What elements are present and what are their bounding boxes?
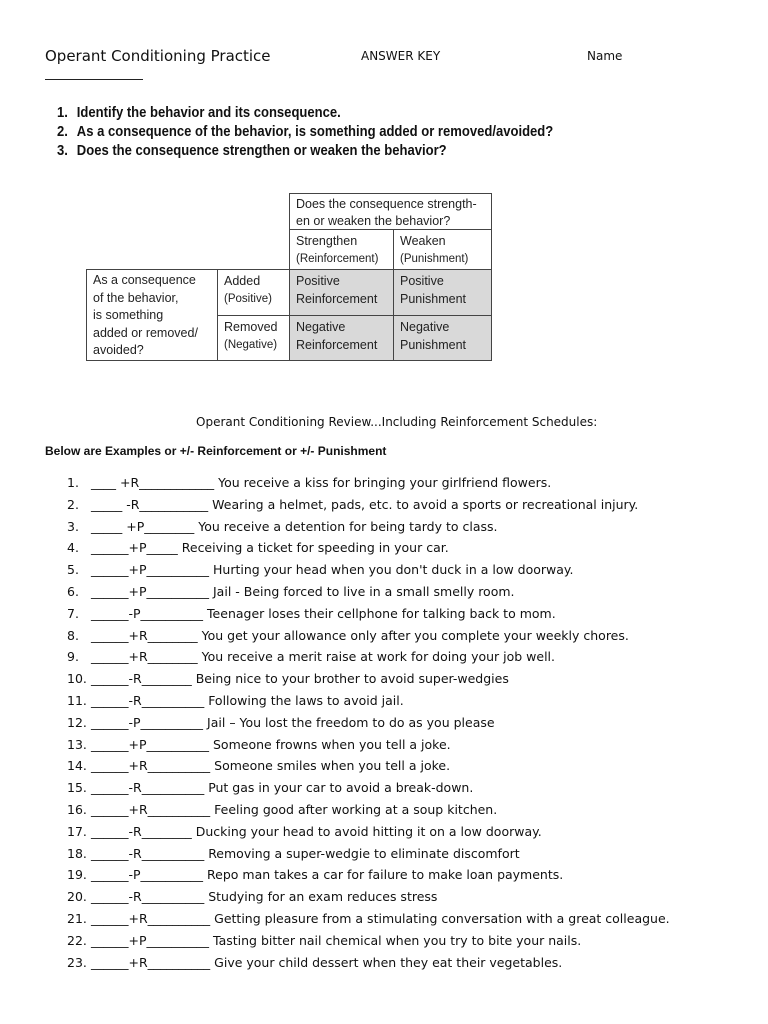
- item-text: Removing a super-wedgie to eliminate discomfort: [208, 845, 520, 861]
- item-number: 10.: [67, 671, 87, 687]
- list-item: [67, 777, 670, 799]
- item-number: 2.: [67, 496, 79, 512]
- item-number: 15.: [67, 780, 87, 796]
- item-number: 3.: [67, 518, 79, 534]
- item-text: Hurting your head when you don't duck in a low doorway.: [213, 562, 574, 578]
- item-number: 7.: [67, 605, 79, 621]
- matrix-side-header: As a consequence of the behavior, is something added or removed/ avoided?: [86, 269, 218, 361]
- item-text: Studying for an exam reduces stress: [208, 889, 438, 905]
- added-positive-label: Added (Positive): [217, 269, 290, 316]
- list-item: [67, 559, 670, 581]
- removed-negative-label: Removed (Negative): [217, 315, 290, 361]
- list-item: [67, 690, 670, 712]
- item-number: 1.: [67, 475, 79, 490]
- item-text: Put gas in your car to avoid a break-down.: [208, 780, 474, 796]
- item-text: Wearing a helmet, pads, etc. to avoid a sports or recreational injury.: [212, 496, 639, 512]
- item-text: You receive a merit raise at work for doing your job well.: [201, 649, 556, 665]
- item-answer: ______-R__________: [91, 845, 205, 861]
- list-item: [67, 712, 670, 734]
- item-answer: ______-R__________: [91, 889, 205, 905]
- item-text: Teenager loses their cellphone for talking back to mom.: [207, 605, 556, 621]
- list-item: [67, 843, 670, 865]
- name-label: Name: [587, 49, 623, 63]
- item-number: 20.: [67, 889, 87, 905]
- item-text: Receiving a ticket for speeding in your car.: [181, 540, 449, 556]
- name-blank-line: [45, 69, 143, 80]
- item-number: 6.: [67, 583, 79, 599]
- negative-punishment-cell: Negative Punishment: [393, 315, 492, 361]
- item-text: Repo man takes a car for failure to make loan payments.: [207, 867, 564, 883]
- item-answer: ______+R__________: [91, 758, 211, 774]
- instruction-item: 1. Identify the behavior and its consequence.: [57, 105, 341, 121]
- item-answer: ______+R________: [91, 627, 198, 643]
- item-number: 12.: [67, 714, 87, 730]
- answer-key-label: ANSWER KEY: [361, 49, 441, 63]
- list-item: [67, 930, 670, 952]
- item-answer: ______+R__________: [91, 954, 211, 970]
- item-text: You receive a kiss for bringing your girlfriend flowers.: [218, 475, 552, 490]
- item-text: You receive a detention for being tardy to class.: [198, 518, 498, 534]
- matrix-top-header: Does the consequence strength- en or weaken the behavior?: [289, 193, 492, 230]
- review-heading: Operant Conditioning Review...Including Reinforcement Schedules:: [196, 415, 598, 429]
- item-number: 23.: [67, 954, 87, 970]
- list-item: [67, 537, 670, 559]
- strengthen-header: Strengthen (Reinforcement): [289, 229, 394, 270]
- list-item: [67, 886, 670, 908]
- item-answer: _____ +P________: [91, 518, 195, 534]
- instructions-list: [57, 104, 553, 161]
- item-answer: ______+P__________: [91, 583, 210, 599]
- item-answer: ______+P_____: [91, 540, 178, 556]
- item-answer: ______-R__________: [91, 692, 205, 708]
- item-text: Jail – You lost the freedom to do as you please: [207, 714, 495, 730]
- item-number: 9.: [67, 649, 79, 665]
- instruction-item: 2. As a consequence of the behavior, is something added or removed/avoided?: [57, 124, 554, 140]
- list-item: [67, 799, 670, 821]
- list-item: [67, 734, 670, 756]
- item-text: Someone frowns when you tell a joke.: [213, 736, 451, 752]
- item-answer: _____ -R___________: [91, 496, 209, 512]
- page-title: Operant Conditioning Practice: [45, 47, 271, 65]
- item-text: Give your child dessert when they eat their vegetables.: [214, 954, 563, 970]
- instruction-item: 3. Does the consequence strengthen or weaken the behavior?: [57, 143, 447, 159]
- item-text: Jail - Being forced to live in a small smelly room.: [213, 583, 515, 599]
- list-item: [67, 755, 670, 777]
- item-number: 19.: [67, 867, 87, 883]
- item-number: 8.: [67, 627, 79, 643]
- list-item: [67, 668, 670, 690]
- list-item: [67, 625, 670, 647]
- item-answer: ______+R________: [91, 649, 198, 665]
- list-item: [67, 603, 670, 625]
- item-number: 18.: [67, 845, 87, 861]
- item-answer: ______-R________: [91, 823, 192, 839]
- item-answer: ______+P__________: [91, 736, 210, 752]
- item-answer: ____ +R____________: [91, 475, 215, 490]
- item-text: Ducking your head to avoid hitting it on a low doorway.: [195, 823, 542, 839]
- item-number: 14.: [67, 758, 87, 774]
- item-text: Following the laws to avoid jail.: [208, 692, 404, 708]
- item-number: 16.: [67, 801, 87, 817]
- item-text: Getting pleasure from a stimulating conversation with a great colleague.: [214, 910, 670, 926]
- item-answer: ______-R__________: [91, 780, 205, 796]
- negative-reinforcement-cell: Negative Reinforcement: [289, 315, 394, 361]
- list-item: [67, 952, 670, 974]
- item-answer: ______-P__________: [91, 714, 204, 730]
- item-number: 13.: [67, 736, 87, 752]
- item-text: Being nice to your brother to avoid super-wedgies: [195, 671, 509, 687]
- positive-punishment-cell: Positive Punishment: [393, 269, 492, 316]
- item-text: Feeling good after working at a soup kitchen.: [214, 801, 498, 817]
- positive-reinforcement-cell: Positive Reinforcement: [289, 269, 394, 316]
- item-text: Tasting bitter nail chemical when you try to bite your nails.: [213, 932, 582, 948]
- list-item: [67, 494, 670, 516]
- item-number: 22.: [67, 932, 87, 948]
- item-answer: ______-R________: [91, 671, 192, 687]
- list-item: [67, 821, 670, 843]
- item-answer: ______+P__________: [91, 562, 210, 578]
- examples-list: [67, 472, 670, 973]
- list-item: [67, 646, 670, 668]
- list-item: [67, 516, 670, 538]
- item-answer: ______-P__________: [91, 867, 204, 883]
- item-number: 5.: [67, 562, 79, 578]
- list-item: [67, 581, 670, 603]
- item-text: You get your allowance only after you complete your weekly chores.: [201, 627, 629, 643]
- item-answer: ______+R__________: [91, 801, 211, 817]
- item-number: 4.: [67, 540, 79, 556]
- item-number: 17.: [67, 823, 87, 839]
- list-item: [67, 472, 670, 494]
- item-number: 11.: [67, 692, 87, 708]
- item-number: 21.: [67, 910, 87, 926]
- weaken-header: Weaken (Punishment): [393, 229, 492, 270]
- examples-heading: Below are Examples or +/- Reinforcement or +/- Punishment: [45, 444, 387, 458]
- item-answer: ______+R__________: [91, 910, 211, 926]
- list-item: [67, 864, 670, 886]
- list-item: [67, 908, 670, 930]
- item-text: Someone smiles when you tell a joke.: [214, 758, 451, 774]
- item-answer: ______+P__________: [91, 932, 210, 948]
- item-answer: ______-P__________: [91, 605, 204, 621]
